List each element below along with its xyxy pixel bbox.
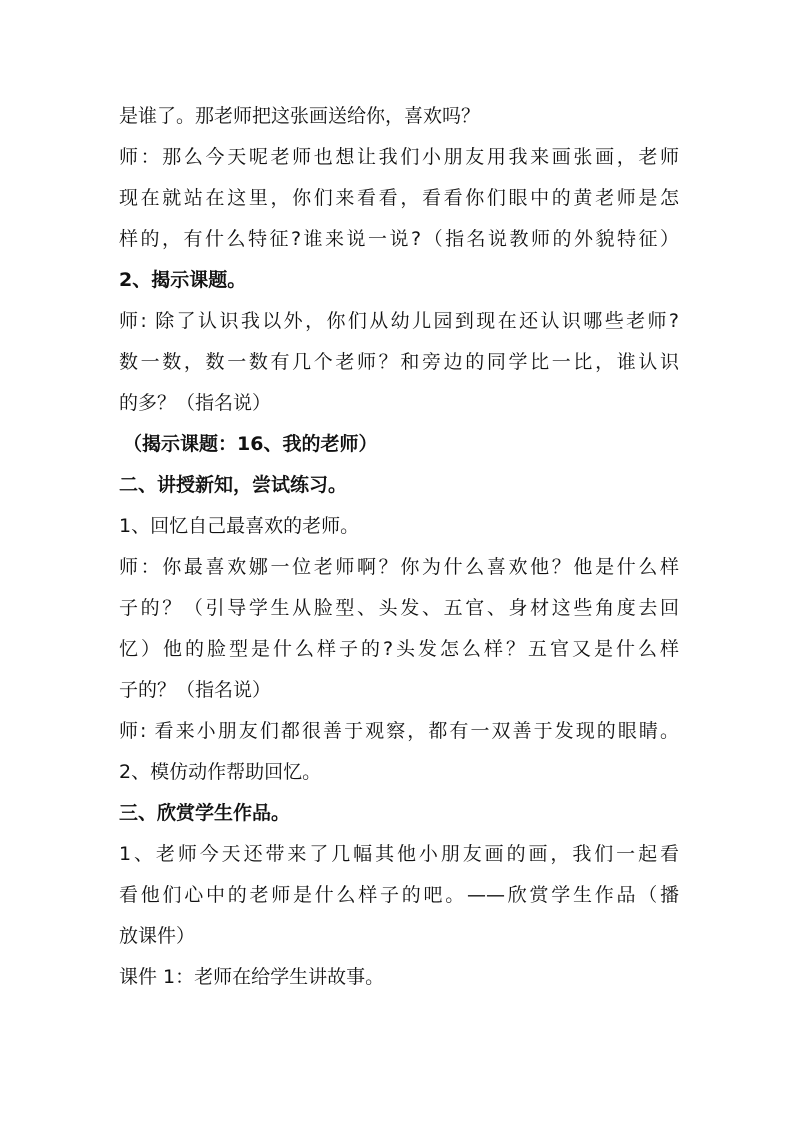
- text-line: 师：那么今天呢老师也想让我们小朋友用我来画张画，老师: [119, 146, 679, 168]
- text-line: 忆）他的脸型是什么样子的?头发怎么样？五官又是什么样: [119, 638, 679, 660]
- text-line: 师：你最喜欢娜一位老师啊？你为什么喜欢他？他是什么样: [119, 556, 679, 578]
- text-line: 课件 1：老师在给学生讲故事。: [119, 966, 385, 988]
- text-line: 子的？（指名说）: [119, 679, 272, 701]
- lesson-title: （揭示课题：16、我的老师）: [123, 433, 378, 455]
- section-heading: 2、揭示课题。: [119, 269, 247, 291]
- text-line: 子的？（引导学生从脸型、头发、五官、身材这些角度去回: [119, 597, 679, 619]
- section-heading: 三、欣赏学生作品。: [119, 802, 291, 824]
- text-line: 师: 除了认识我以外，你们从幼儿园到现在还认识哪些老师?: [119, 310, 679, 332]
- text-line: 样的，有什么特征?谁来说一说?（指名说教师的外貌特征）: [119, 228, 679, 250]
- text-line: 的多？（指名说）: [119, 392, 272, 414]
- text-line: 2、模仿动作帮助回忆。: [119, 761, 322, 783]
- document-body: [119, 96, 679, 998]
- text-line: 1、老师今天还带来了几幅其他小朋友画的画，我们一起看: [119, 843, 679, 865]
- text-line: 师: 看来小朋友们都很善于观察，都有一双善于发现的眼睛。: [119, 720, 679, 742]
- text-line: 看他们心中的老师是什么样子的吧。——欣赏学生作品（播: [119, 884, 679, 906]
- text-line: 现在就站在这里，你们来看看，看看你们眼中的黄老师是怎: [119, 187, 679, 209]
- text-line: 是谁了。那老师把这张画送给你，喜欢吗？: [119, 105, 481, 127]
- section-heading: 二、讲授新知，尝试练习。: [119, 474, 348, 496]
- text-line: 放课件）: [119, 925, 196, 947]
- text-line: 1、回忆自己最喜欢的老师。: [119, 515, 360, 537]
- text-line: 数一数，数一数有几个老师？和旁边的同学比一比，谁认识: [119, 351, 679, 373]
